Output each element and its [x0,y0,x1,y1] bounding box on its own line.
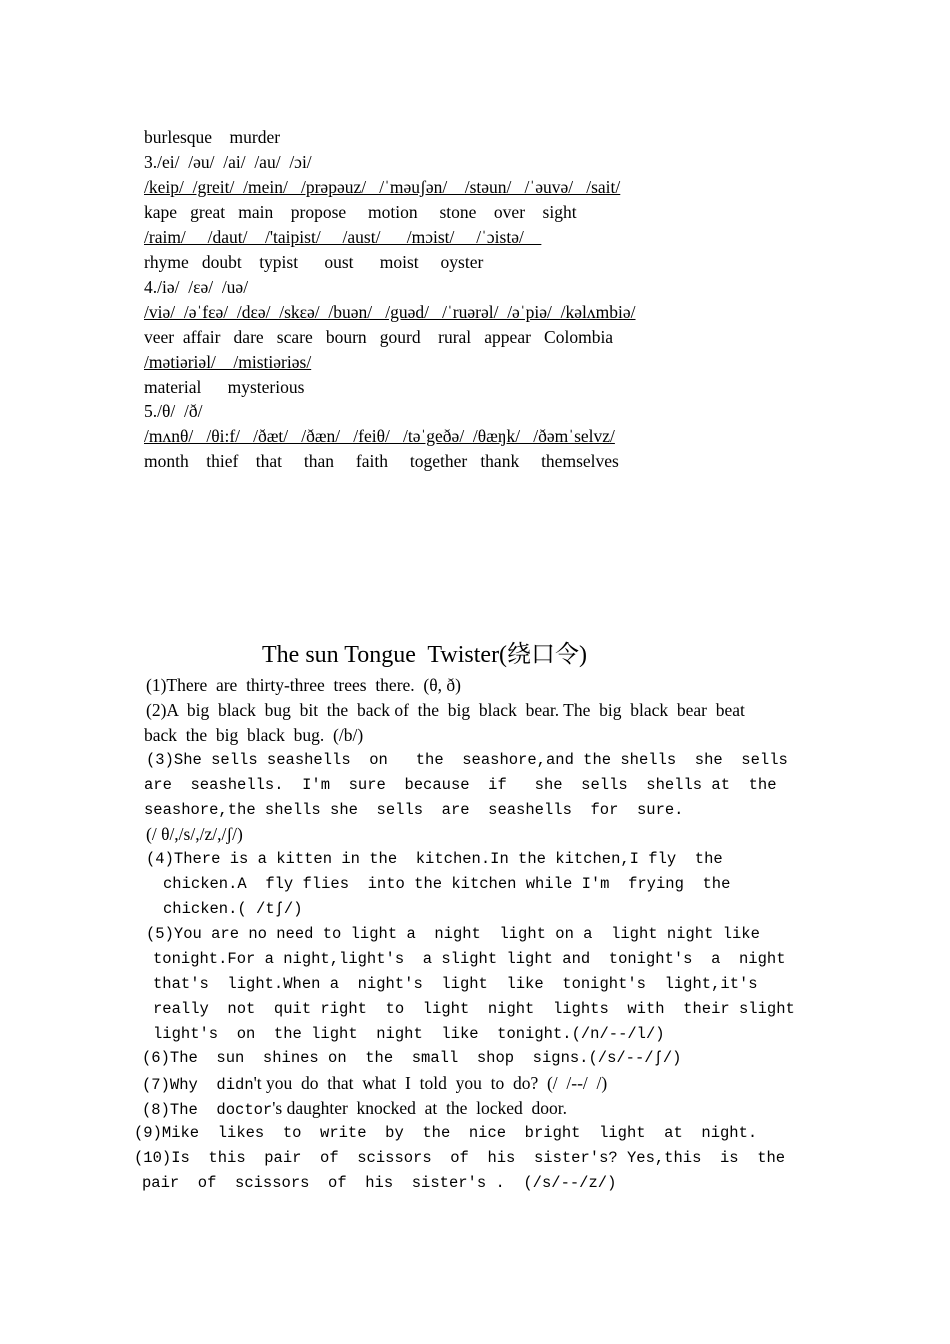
twister-item-continued: pair of scissors of his sister's . (/s/--/z/) [142,1174,617,1192]
twister-item: (1)There are thirty-three trees there. (θ, ð) [146,675,461,695]
phonetic-line: /raim/ /daut/ /'taipist/ /aust/ /mɔist/ /ˈɔistə/ [144,227,542,247]
section-title: The sun Tongue Twister(绕口令) [262,642,588,668]
phonetic-line: /mʌnθ/ /θi:f/ /ðæt/ /ðæn/ /feiθ/ /təˈgeðə/ /θæŋk/ /ðəmˈselvz/ [144,426,615,446]
twister-sound-note: (/ θ/,/s/,/z/,/ʃ/) [146,824,243,844]
twister-item: (9)Mike likes to write by the nice bright light at night. [134,1124,758,1142]
phonetic-line: /viə/ /əˈfɛə/ /dɛə/ /skɛə/ /buən/ /guəd/ /ˈruərəl/ /əˈpiə/ /kəlʌmbiə/ [144,302,636,322]
word-line: veer affair dare scare bourn gourd rural appear Colombia [144,327,614,347]
twister-item-continued: are seashells. I'm sure because if she sells shells at the [144,776,777,794]
twister-item-continued: seashore,the shells she sells are seashells for sure. [144,801,684,819]
twister-item: (5)You are no need to light a night light on a light night like [146,925,760,943]
consonant-group-heading: 5./θ/ /ð/ [144,401,203,421]
twister-item-continued: really not quit right to light night lights with their slight [153,1000,795,1018]
twister-item: (6)The sun shines on the small shop signs.(/s/--/ʃ/) [142,1049,682,1067]
twister-item: (10)Is this pair of scissors of his sister's? Yes,this is the [134,1149,786,1167]
twister-item-part: (8)The doctor [142,1101,273,1119]
word-line: burlesque murder [144,127,281,147]
twister-item: (3)She sells seashells on the seashore,and the shells she sells [146,751,788,769]
word-line: rhyme doubt typist oust moist oyster [144,252,484,272]
twister-item: (2)A big black bug bit the back of the big black bear. The big black bear beat [146,700,745,720]
twister-item-continued: chicken.( /tʃ/) [163,900,303,918]
vowel-group-heading: 3./ei/ /əu/ /ai/ /au/ /ɔi/ [144,152,312,172]
twister-item-continued: tonight.For a night,light's a slight light and tonight's a night [153,950,786,968]
twister-item-continued: that's light.When a night's light like tonight's light,it's [153,975,758,993]
twister-item-continued: chicken.A fly flies into the kitchen while I'm frying the [163,875,731,893]
twister-item-continued: back the big black bug. (/b/) [144,725,364,745]
phonetic-line: /mətiəriəl/ /mistiəriəs/ [144,352,312,372]
word-line: material mysterious [144,377,305,397]
word-line: kape great main propose motion stone over sight [144,202,577,222]
phonetic-line: /keip/ /greit/ /mein/ /prəpəuz/ /ˈməuʃən/ /stəun/ /ˈəuvə/ /sait/ [144,177,621,197]
twister-item [142,1072,607,1096]
vowel-group-heading: 4./iə/ /ɛə/ /uə/ [144,277,249,297]
twister-item: (4)There is a kitten in the kitchen.In the kitchen,I fly the [146,850,723,868]
twister-item-continued: light's on the light night like tonight.(/n/--/l/) [153,1025,665,1043]
twister-item-part: (7)Why didn [142,1076,254,1094]
twister-item-part: 't you do that what I told you to do? (/ /--/ /) [253,1073,608,1093]
word-line: month thief that than faith together thank themselves [144,451,619,471]
twister-item-part: 's daughter knocked at the locked door. [272,1098,567,1118]
twister-item [142,1097,567,1121]
